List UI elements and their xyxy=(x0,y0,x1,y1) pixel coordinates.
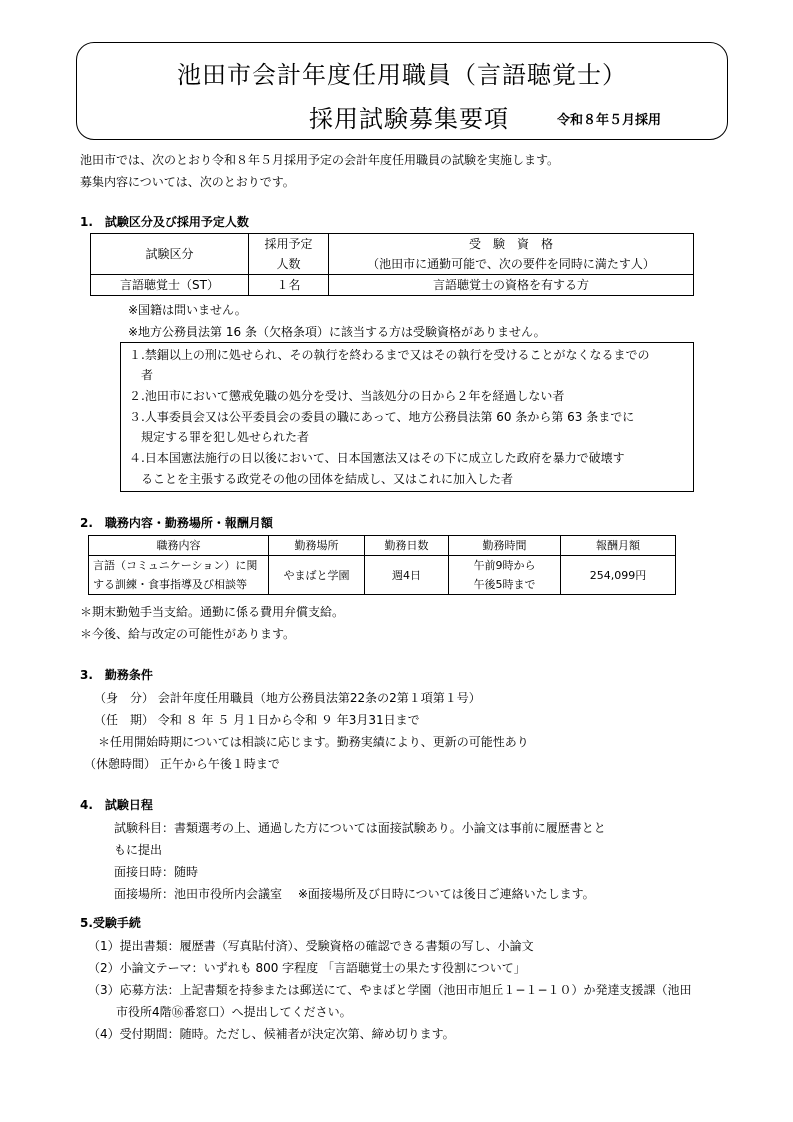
list-item: ることを主張する政党その他の団体を結成し、又はこれに加入した者 xyxy=(129,472,514,486)
condition-status: （身 分） 会計年度任用職員（地方公務員法第22条の2第１項第１号） xyxy=(94,691,481,705)
cell-duty-line2: する訓練・食事指導及び相談等 xyxy=(93,578,247,591)
header-place: 勤務場所 xyxy=(269,536,365,556)
condition-renewal: ＊任用開始時期については相談に応じます。勤務実績により、更新の可能性あり xyxy=(98,735,529,749)
header-count xyxy=(249,234,329,275)
page-title: 池田市会計年度任用職員（言語聴覚士） xyxy=(177,61,627,89)
section3-heading: 3. 勤務条件 xyxy=(80,668,153,682)
procedure-documents: （1）提出書類：履歴書（写真貼付済）、受験資格の確認できる書類の写し、小論文 xyxy=(88,939,534,953)
cell-pay: 254,099円 xyxy=(561,556,676,595)
procedure-period: （4）受付期間：随時。ただし、候補者が決定次第、締め切ります。 xyxy=(88,1027,455,1041)
list-item: ３.人事委員会又は公平委員会の委員の職にあって、地方公務員法第 60 条から第 63 条までに xyxy=(129,410,635,424)
condition-break: （休憩時間） 正午から午後１時まで xyxy=(84,757,280,771)
note-salary-revision: ＊今後、給与改定の可能性があります。 xyxy=(80,627,296,641)
header-category: 試験区分 xyxy=(91,234,249,275)
interview-place: 面接場所：池田市役所内会議室 ※面接場所及び日時については後日ご連絡いたします。 xyxy=(114,887,595,901)
table-header-row xyxy=(91,234,694,275)
header-count-line2: 人数 xyxy=(276,257,301,271)
procedure-method: （3）応募方法：上記書類を持参または郵送にて、やまばと学園（池田市旭丘１−１−１０）か発達支援課（池田 xyxy=(88,983,692,997)
page-subtitle: 採用試験募集要項 xyxy=(309,105,509,133)
section5-heading: 5.受験手続 xyxy=(80,916,141,930)
condition-term: （任 期） 令和 ８ 年 ５ 月１日から令和 ９ 年3月31日まで xyxy=(94,713,420,727)
list-item: ２.池田市において懲戒免職の処分を受け、当該処分の日から２年を経過しない者 xyxy=(129,389,565,403)
header-qual-line2: （池田市に通勤可能で、次の要件を同時に満たす人） xyxy=(367,257,655,271)
header-hours: 勤務時間 xyxy=(449,536,561,556)
procedure-method-cont: 市役所4階⑯番窓口）へ提出してください。 xyxy=(104,1005,352,1019)
table-header-row xyxy=(89,536,676,556)
header-qual-line1: 受 験 資 格 xyxy=(468,237,553,251)
exam-category-table xyxy=(90,233,694,296)
section1-heading: 1. 試験区分及び採用予定人数 xyxy=(80,215,249,229)
exam-subjects: 試験科目：書類選考の上、通過した方については面接試験あり。小論文は事前に履歴書とと xyxy=(114,821,606,835)
table-row xyxy=(91,275,694,296)
cell-place: やまばと学園 xyxy=(269,556,365,595)
title-box xyxy=(76,42,728,140)
list-item: 規定する罪を犯し処せられた者 xyxy=(129,430,310,444)
header-duty: 職務内容 xyxy=(89,536,269,556)
cell-hours-line1: 午前9時から xyxy=(473,559,536,572)
job-details-table xyxy=(88,535,676,595)
cell-days: 週4日 xyxy=(365,556,449,595)
section2-heading: 2. 職務内容・勤務場所・報酬月額 xyxy=(80,516,273,530)
note-nationality: ※国籍は問いません。 xyxy=(128,303,247,317)
cell-qualification: 言語聴覚士の資格を有する方 xyxy=(329,275,694,296)
intro-line-2: 募集内容については、次のとおりです。 xyxy=(80,175,295,189)
note-allowance: ＊期末勤勉手当支給。通勤に係る費用弁償支給。 xyxy=(80,605,345,619)
cell-hours xyxy=(449,556,561,595)
cell-duty xyxy=(89,556,269,595)
list-item: 者 xyxy=(129,368,154,382)
list-item: １.禁錮以上の刑に処せられ、その執行を終わるまで又はその執行を受けることがなくなるまでの xyxy=(129,348,650,362)
intro-line-1: 池田市では、次のとおり令和８年５月採用予定の会計年度任用職員の試験を実施します。 xyxy=(80,153,560,167)
header-count-line1: 採用予定 xyxy=(264,237,313,251)
interview-date: 面接日時：随時 xyxy=(114,865,199,879)
procedure-essay: （2）小論文テーマ：いずれも 800 字程度 「言語聴覚士の果たす役割について」 xyxy=(88,961,526,975)
list-item: ４.日本国憲法施行の日以後において、日本国憲法又はその下に成立した政府を暴力で破壊す xyxy=(129,451,625,465)
cell-duty-line1: 言語（コミュニケーション）に関 xyxy=(93,559,258,572)
table-row xyxy=(89,556,676,595)
cell-category: 言語聴覚士（ST） xyxy=(91,275,249,296)
exam-subjects-cont: もに提出 xyxy=(114,843,163,857)
note-disqualification: ※地方公務員法第 16 条（欠格条項）に該当する方は受験資格がありません。 xyxy=(128,325,546,339)
cell-hours-line2: 午後5時まで xyxy=(473,578,536,591)
section4-heading: 4. 試験日程 xyxy=(80,798,153,812)
recruitment-period: 令和８年５月採用 xyxy=(557,113,662,128)
header-pay: 報酬月額 xyxy=(561,536,676,556)
header-days: 勤務日数 xyxy=(365,536,449,556)
cell-count: １名 xyxy=(249,275,329,296)
disqualification-box xyxy=(120,342,694,492)
header-qualification xyxy=(329,234,694,275)
